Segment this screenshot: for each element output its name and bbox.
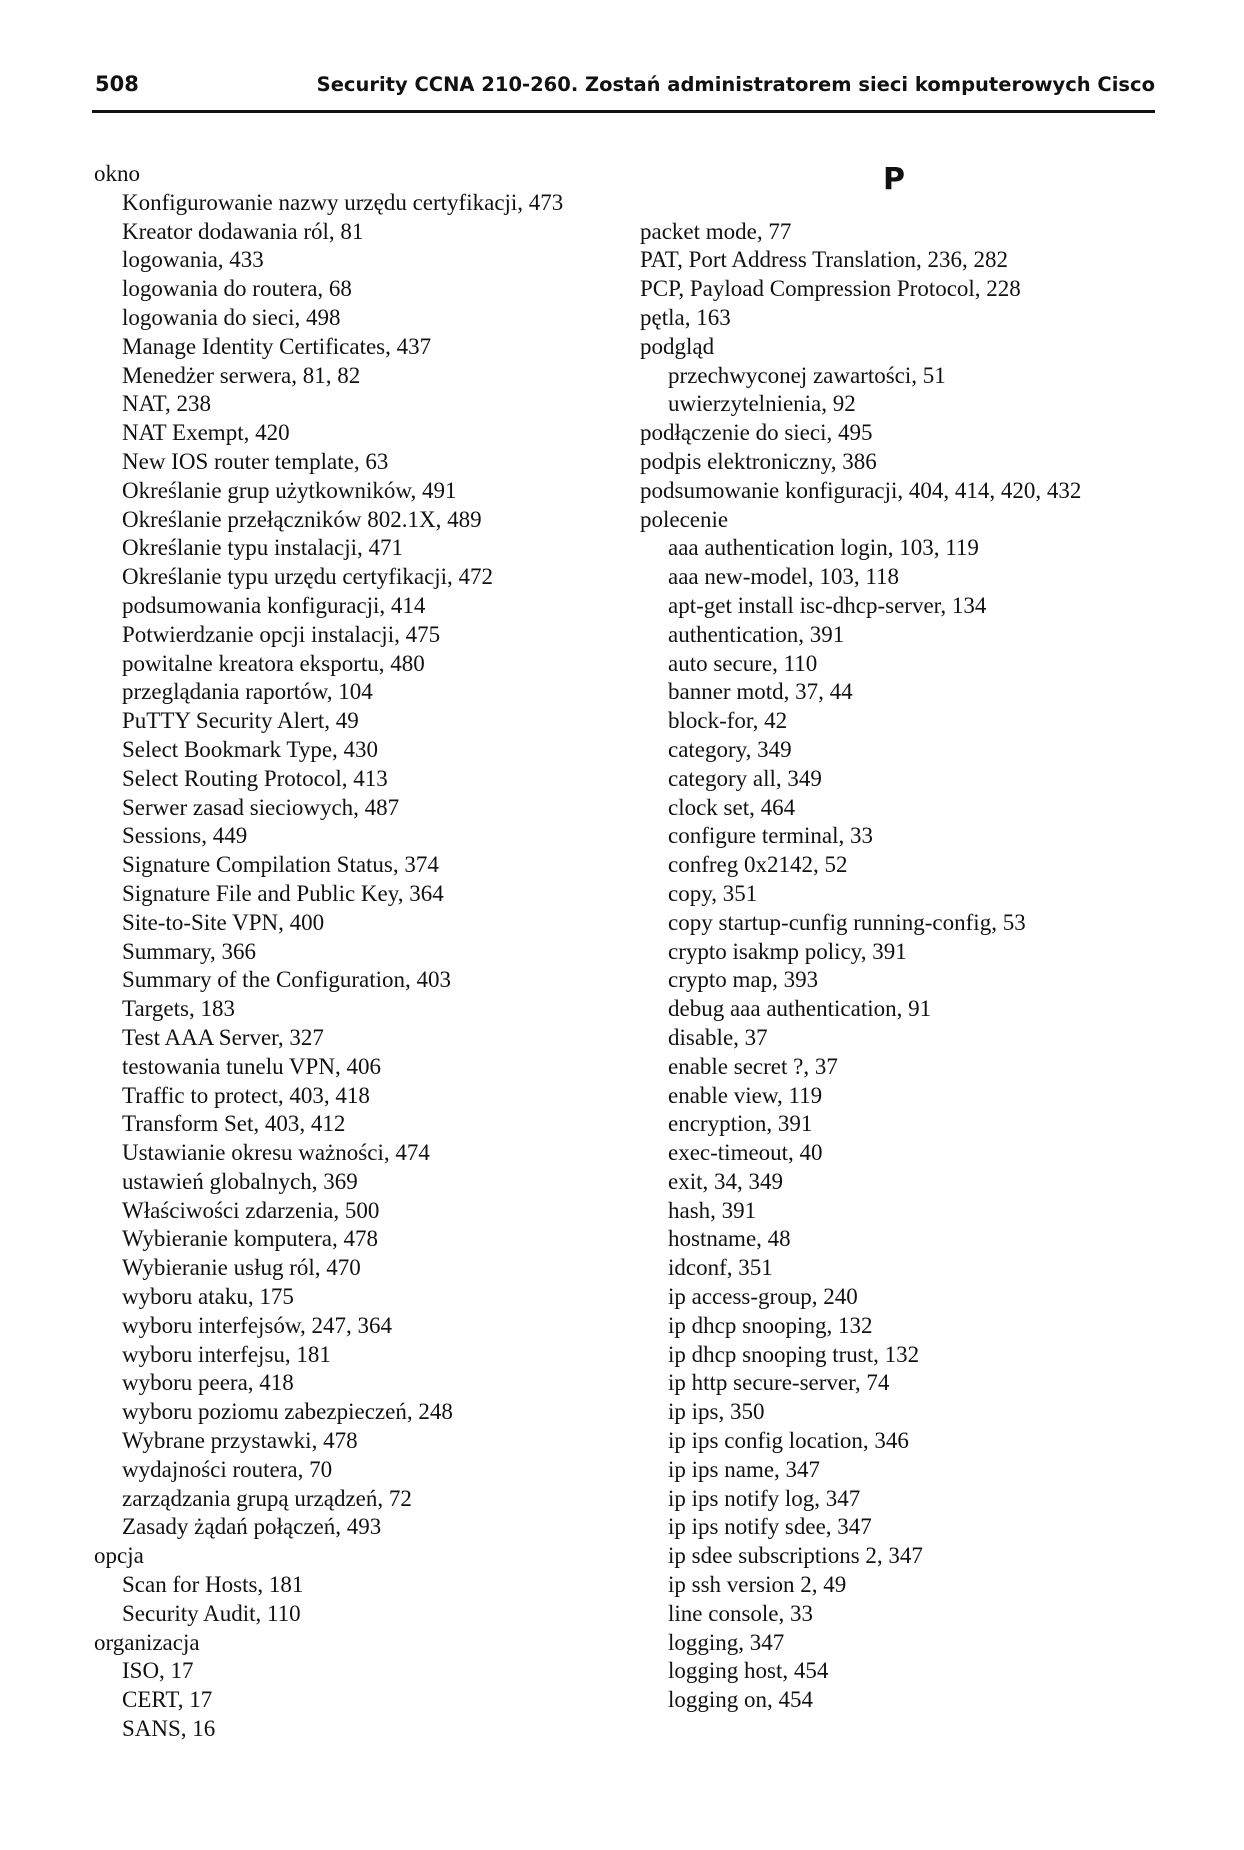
index-entry: podsumowanie konfiguracji, 404, 414, 420, 432: [640, 477, 1082, 503]
index-subentry: Signature Compilation Status, 374: [122, 852, 439, 878]
index-subentry: Wybieranie usług ról, 470: [122, 1255, 361, 1281]
index-subentry: Site-to-Site VPN, 400: [122, 909, 325, 935]
index-subentry: NAT Exempt, 420: [122, 420, 290, 446]
index-subentry: Ustawianie okresu ważności, 474: [122, 1140, 430, 1166]
index-entry: packet mode, 77: [640, 218, 792, 244]
index-subentry: crypto map, 393: [668, 967, 819, 993]
index-subentry: Właściwości zdarzenia, 500: [122, 1197, 380, 1223]
index-subentry: Kreator dodawania ról, 81: [122, 218, 364, 244]
index-entry: okno: [94, 161, 140, 186]
index-subentry: category all, 349: [668, 765, 822, 791]
index-entry: podpis elektroniczny, 386: [640, 448, 877, 474]
index-subentry: SANS, 16: [122, 1716, 216, 1742]
index-subentry: ISO, 17: [122, 1658, 194, 1684]
index-subentry: ustawień globalnych, 369: [122, 1168, 358, 1194]
index-subentry: Traffic to protect, 403, 418: [122, 1082, 370, 1108]
index-subentry: idconf, 351: [668, 1255, 773, 1281]
index-subentry: Zasady żądań połączeń, 493: [122, 1514, 382, 1540]
index-subentry: Manage Identity Certificates, 437: [122, 333, 432, 359]
index-entry: opcja: [94, 1543, 144, 1569]
index-subentry: podsumowania konfiguracji, 414: [122, 592, 426, 618]
index-subentry: logging host, 454: [668, 1658, 829, 1684]
index-subentry: Summary of the Configuration, 403: [122, 967, 451, 993]
index-subentry: copy, 351: [668, 880, 758, 906]
index-subentry: hash, 391: [668, 1197, 757, 1223]
index-subentry: PuTTY Security Alert, 49: [122, 708, 359, 734]
index-subentry: testowania tunelu VPN, 406: [122, 1053, 381, 1079]
index-subentry: CERT, 17: [122, 1687, 213, 1713]
index-subentry: line console, 33: [668, 1600, 813, 1626]
index-subentry: wyboru poziomu zabezpieczeń, 248: [122, 1399, 453, 1425]
index-subentry: ip access-group, 240: [668, 1284, 858, 1310]
index-subentry: Test AAA Server, 327: [122, 1024, 324, 1050]
index-subentry: debug aaa authentication, 91: [668, 996, 932, 1022]
index-subentry: ip ips, 350: [668, 1399, 765, 1425]
index-entry: pętla, 163: [640, 304, 731, 330]
index-subentry: Security Audit, 110: [122, 1600, 301, 1626]
index-subentry: aaa new-model, 103, 118: [668, 564, 899, 590]
section-letter: P: [883, 162, 905, 197]
index-subentry: exec-timeout, 40: [668, 1140, 823, 1166]
index-entry: podgląd: [640, 333, 715, 359]
index-subentry: ip ips notify sdee, 347: [668, 1514, 872, 1540]
index-subentry: Określanie typu instalacji, 471: [122, 535, 404, 561]
index-subentry: Określanie przełączników 802.1X, 489: [122, 506, 482, 532]
index-column-left: [94, 160, 614, 1744]
index-subentry: crypto isakmp policy, 391: [668, 938, 907, 964]
index-subentry: uwierzytelnienia, 92: [668, 391, 856, 417]
index-subentry: ip ips notify log, 347: [668, 1485, 861, 1511]
index-subentry: wyboru ataku, 175: [122, 1284, 294, 1310]
index-subentry: ip http secure-server, 74: [668, 1370, 890, 1396]
index-subentry: aaa authentication login, 103, 119: [668, 535, 979, 561]
page-number: 508: [95, 72, 139, 96]
index-subentry: hostname, 48: [668, 1226, 791, 1252]
index-subentry: block-for, 42: [668, 708, 788, 734]
index-subentry: Wybrane przystawki, 478: [122, 1428, 358, 1454]
index-subentry: wyboru interfejsu, 181: [122, 1341, 331, 1367]
index-subentry: logowania, 433: [122, 247, 264, 273]
index-subentry: enable view, 119: [668, 1082, 823, 1108]
index-subentry: Transform Set, 403, 412: [122, 1111, 346, 1137]
index-subentry: banner motd, 37, 44: [668, 679, 853, 705]
index-subentry: logging, 347: [668, 1629, 785, 1655]
index-subentry: Summary, 366: [122, 938, 256, 964]
index-subentry: Scan for Hosts, 181: [122, 1572, 304, 1598]
index-subentry: ip ssh version 2, 49: [668, 1572, 847, 1598]
index-subentry: Menedżer serwera, 81, 82: [122, 362, 361, 388]
index-subentry: Określanie typu urzędu certyfikacji, 472: [122, 564, 494, 590]
index-subentry: ip dhcp snooping, 132: [668, 1312, 873, 1338]
index-entry: podłączenie do sieci, 495: [640, 420, 873, 446]
index-subentry: Targets, 183: [122, 996, 235, 1022]
index-subentry: NAT, 238: [122, 391, 212, 417]
index-subentry: clock set, 464: [668, 794, 796, 820]
index-entry: PAT, Port Address Translation, 236, 282: [640, 247, 1009, 273]
index-subentry: encryption, 391: [668, 1111, 813, 1137]
index-subentry: Signature File and Public Key, 364: [122, 880, 444, 906]
index-subentry: ip ips config location, 346: [668, 1428, 909, 1454]
index-subentry: logowania do sieci, 498: [122, 304, 341, 330]
index-subentry: authentication, 391: [668, 621, 845, 647]
index-subentry: ip sdee subscriptions 2, 347: [668, 1543, 923, 1569]
index-subentry: wyboru peera, 418: [122, 1370, 294, 1396]
index-subentry: disable, 37: [668, 1024, 768, 1050]
index-subentry: confreg 0x2142, 52: [668, 852, 848, 878]
index-subentry: Serwer zasad sieciowych, 487: [122, 794, 400, 820]
index-subentry: auto secure, 110: [668, 650, 818, 676]
index-entry: polecenie: [640, 506, 729, 532]
running-title: Security CCNA 210-260. Zostań administratorem sieci komputerowych Cisco: [316, 73, 1155, 96]
index-subentry: configure terminal, 33: [668, 823, 874, 849]
index-subentry: ip ips name, 347: [668, 1456, 821, 1482]
index-column-right: [640, 160, 1160, 1715]
index-subentry: logging on, 454: [668, 1687, 814, 1713]
index-subentry: Określanie grup użytkowników, 491: [122, 477, 457, 503]
index-subentry: logowania do routera, 68: [122, 276, 352, 302]
index-subentry: apt-get install isc-dhcp-server, 134: [668, 592, 987, 618]
index-subentry: wydajności routera, 70: [122, 1456, 333, 1482]
index-subentry: enable secret ?, 37: [668, 1053, 838, 1079]
index-subentry: Potwierdzanie opcji instalacji, 475: [122, 621, 441, 647]
index-subentry: ip dhcp snooping trust, 132: [668, 1341, 920, 1367]
index-subentry: copy startup-cunfig running-config, 53: [668, 909, 1026, 935]
index-subentry: zarządzania grupą urządzeń, 72: [122, 1485, 412, 1511]
index-subentry: wyboru interfejsów, 247, 364: [122, 1312, 392, 1338]
index-entry: organizacja: [94, 1629, 200, 1655]
index-subentry: Konfigurowanie nazwy urzędu certyfikacji, 473: [122, 189, 564, 215]
page-header: [92, 68, 1155, 113]
index-entry: PCP, Payload Compression Protocol, 228: [640, 276, 1021, 302]
index-subentry: powitalne kreatora eksportu, 480: [122, 650, 425, 676]
index-subentry: category, 349: [668, 736, 792, 762]
section-letter-spacer: [640, 160, 1160, 218]
index-subentry: przechwyconej zawartości, 51: [668, 362, 946, 388]
index-subentry: New IOS router template, 63: [122, 448, 389, 474]
index-subentry: Sessions, 449: [122, 823, 248, 849]
index-subentry: exit, 34, 349: [668, 1168, 783, 1194]
index-subentry: Wybieranie komputera, 478: [122, 1226, 378, 1252]
index-subentry: Select Bookmark Type, 430: [122, 736, 379, 762]
index-subentry: przeglądania raportów, 104: [122, 679, 373, 705]
index-subentry: Select Routing Protocol, 413: [122, 765, 388, 791]
